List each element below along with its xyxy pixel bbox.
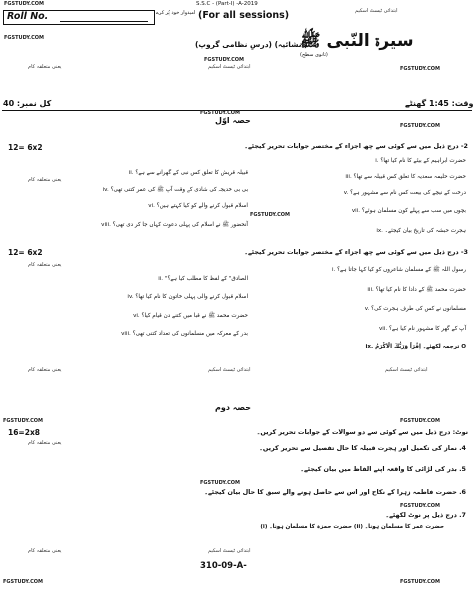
site-watermark-top: FGSTUDY.COM — [4, 1, 44, 7]
q2-item: iii. حضرت حلیمہ سعدیہ کا تعلق کس قبیلہ سے تھا؟ — [345, 174, 466, 180]
board-watermark: ابتدائی ٹیسٹ اسکیم — [385, 367, 428, 373]
board-watermark: ابتدائی ٹیسٹ اسکیم — [208, 367, 251, 373]
site-watermark: FGSTUDY.COM — [400, 66, 440, 72]
q3-instruction: 3- درج ذیل میں سے کوئی سے چھ اجزاء کے مختصر جوابات تحریر کیجئے۔ — [244, 248, 468, 256]
site-watermark: FGSTUDY.COM — [3, 579, 43, 585]
time-allowed: وقت: 1:45 گھنٹے — [405, 99, 474, 108]
part2-question: 7. درج ذیل پر نوٹ لکھئے۔ — [385, 511, 466, 519]
paper-code: S.S.C - (Part-I) -A-2019 — [196, 1, 258, 7]
site-watermark: FGSTUDY.COM — [3, 418, 43, 424]
q2-marks: 12= 6x2 — [8, 143, 43, 152]
q2-item: vi. اسلام قبول کرنے والے کو کیا کہتے ہیں؟ — [148, 203, 248, 209]
site-watermark: FGSTUDY.COM — [4, 35, 44, 41]
q3-item: iv. اسلام قبول کرنے والی پہلی خاتون کا نام کیا تھا؟ — [127, 294, 248, 300]
q3-item: viii. بدر کے معرکہ میں مسلمانوں کی تعداد کتنی تھی؟ — [121, 331, 248, 337]
total-marks: کل نمبر: 40 — [3, 99, 52, 108]
q2-instruction: 2- درج ذیل میں سے کوئی سے چھ اجزاء کے مختصر جوابات تحریر کیجئے۔ — [244, 142, 468, 150]
site-watermark: FGSTUDY.COM — [200, 480, 240, 486]
q3-item: ix. ترجمہ لکھئے۔ اِقْرَاْ وَرَبُّكَ الْاَكْرَمُ O — [365, 344, 466, 350]
site-watermark: FGSTUDY.COM — [250, 212, 290, 218]
q2-item: v. درخت کے نیچے کی بیعت کس نام سے مشہور ہے؟ — [343, 190, 466, 196]
note-watermark: یعنی متعلقہ کام — [28, 548, 62, 554]
part1-title: حصہ اوّل — [215, 116, 251, 125]
q2-item: ii. قبیلہ قریش کا تعلق کس نبی کے گھرانے سے ہے؟ — [128, 170, 248, 176]
site-watermark: FGSTUDY.COM — [400, 503, 440, 509]
note-watermark: یعنی متعلقہ کام — [28, 367, 62, 373]
part2-question: 5. بدر کی لڑائی کا واقعہ اپنے الفاظ میں بیان کیجئے۔ — [300, 465, 466, 473]
q3-item: vi. حضرت محمد ﷺ نے قبا میں کتنے دن قیام کیا؟ — [133, 313, 248, 319]
note-watermark: یعنی متعلقہ کام — [28, 64, 62, 70]
note-watermark: یعنی متعلقہ کام — [28, 262, 62, 268]
q2-item: iv. بی بی خدیجہ کی شادی کے وقت آپ ﷺ کی عمر کتنی تھی؟ — [102, 187, 248, 193]
board-watermark: ابتدائی ٹیسٹ اسکیم — [355, 8, 398, 14]
note-watermark: یعنی متعلقہ کام — [28, 177, 62, 183]
q2-item: i. حضرت ابراہیم کے بیٹے کا نام کیا تھا؟ — [375, 158, 466, 164]
subject-title: سیرۃ النّبی ﷺ — [300, 31, 414, 51]
roll-no-box — [3, 10, 155, 25]
site-watermark: FGSTUDY.COM — [204, 57, 244, 63]
q3-item: v. مسلمانوں نے کس کی طرف ہجرت کی؟ — [364, 306, 466, 312]
roll-no-label: Roll No. — [7, 11, 49, 22]
q2-item: vii. بچوں میں سب سے پہلے کون مسلمان ہوئے؟ — [351, 208, 466, 214]
part2-title: حصہ دوم — [215, 403, 252, 412]
part2-question: (i) حضرت حمزہ کا مسلمان ہونا۔ (ii) حضرت عمر کا مسلمان ہونا۔ — [260, 524, 444, 530]
candidate-note: امیدوار خود پُر کرے — [156, 10, 196, 16]
q3-item: ii. "الصادق" کے لفظ کا مطلب کیا ہے؟ — [158, 276, 248, 282]
q3-item: iii. حضرت محمد ﷺ کے دادا کا نام کیا تھا؟ — [367, 287, 466, 293]
site-watermark: FGSTUDY.COM — [200, 110, 240, 116]
sessions-label: (For all sessions) — [198, 10, 290, 21]
board-watermark: ابتدائی ٹیسٹ اسکیم — [208, 548, 251, 554]
board-watermark: ابتدائی ٹیسٹ اسکیم — [208, 64, 251, 70]
site-watermark: FGSTUDY.COM — [400, 123, 440, 129]
part2-question: 4. نماز کی تکمیل اور ہجرت قبیلہ کا حال تفصیل سے تحریر کریں۔ — [259, 444, 466, 452]
part2-question: 6. حضرت فاطمہ زہرا کے نکاح اور اس سے حاصل ہونے والے سبق کا حال بیان کیجئے۔ — [204, 488, 466, 496]
roll-no-line — [60, 21, 148, 22]
site-watermark: FGSTUDY.COM — [400, 418, 440, 424]
part2-marks: 16=2x8 — [8, 428, 40, 437]
footer-code: 310-09-A- — [200, 561, 247, 571]
q3-item: vii. آپ کے گھر کا مشہور نام کیا ہے؟ — [378, 326, 466, 332]
q3-marks: 12= 6x2 — [8, 248, 43, 257]
note-watermark: یعنی متعلقہ کام — [28, 440, 62, 446]
q2-item: viii. آنحضور ﷺ نے اسلام کی پہلی دعوت کہاں جا کر دی تھی؟ — [101, 222, 248, 228]
q3-item: i. رسول اللہ ﷺ کے مسلمان شاعروں کو کیا کہا جاتا ہے؟ — [331, 267, 466, 273]
q2-item: ix. ہجرت حبشہ کی تاریخ بیان کیجئے۔ — [376, 228, 466, 234]
part2-instruction: نوٹ: درج ذیل میں سے کوئی سے دو سوالات کے جوابات تحریر کریں۔ — [256, 428, 468, 436]
paper-level: (ثانوی سطح) — [300, 52, 328, 58]
site-watermark: FGSTUDY.COM — [400, 579, 440, 585]
paper-type: (انشائیہ) (درسِ نظامی گروپ) — [195, 40, 308, 49]
